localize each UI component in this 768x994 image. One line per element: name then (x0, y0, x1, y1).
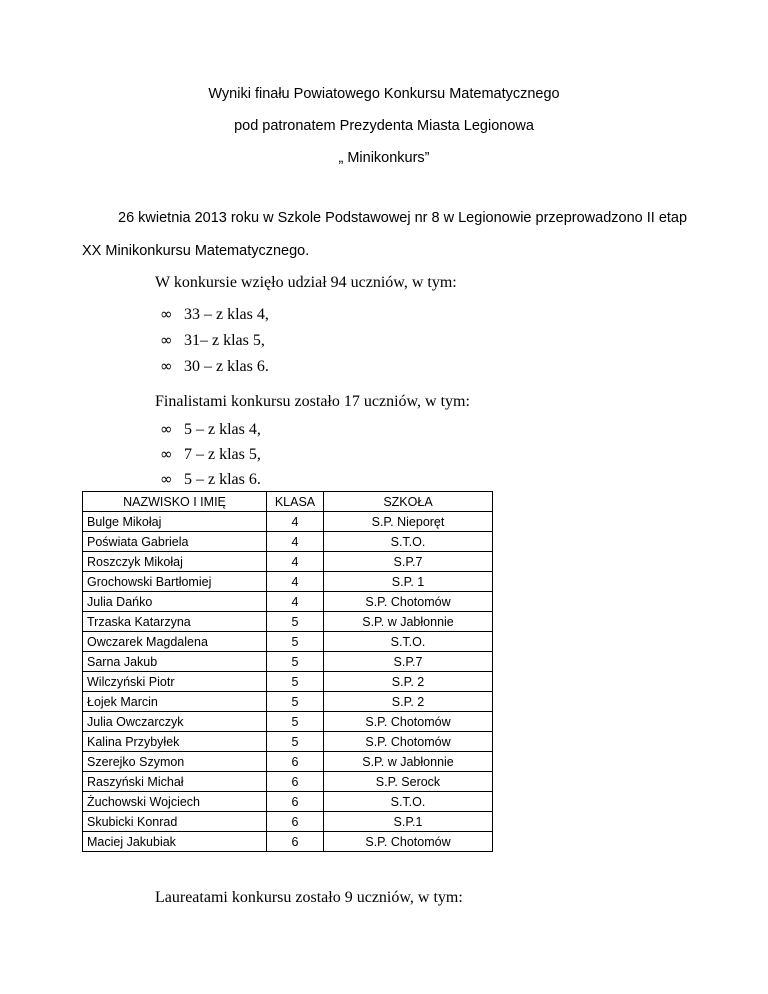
table-header-row (83, 492, 493, 512)
participants-item-text: 31– z klas 5, (184, 332, 265, 349)
column-header-school: SZKOŁA (324, 492, 493, 512)
intro-line-2: XX Minikonkursu Matematycznego. (82, 243, 310, 259)
cell-class: 6 (267, 832, 324, 852)
participants-item-text: 30 – z klas 6. (184, 358, 269, 375)
cell-name: Julia Dańko (83, 592, 267, 612)
cell-name: Roszczyk Mikołaj (83, 552, 267, 572)
cell-name: Skubicki Konrad (83, 812, 267, 832)
cell-class: 4 (267, 512, 324, 532)
finalists-heading: Finalistami konkursu zostało 17 uczniów, w tym: (155, 393, 470, 410)
finalists-item (160, 420, 261, 439)
table-row (83, 792, 493, 812)
table-row (83, 512, 493, 532)
cell-name: Bulge Mikołaj (83, 512, 267, 532)
cell-school: S.P. 2 (324, 672, 493, 692)
cell-name: Trzaska Katarzyna (83, 612, 267, 632)
cell-class: 5 (267, 712, 324, 732)
table-row (83, 532, 493, 552)
participants-item-text: 33 – z klas 4, (184, 306, 269, 323)
cell-name: Sarna Jakub (83, 652, 267, 672)
cell-school: S.P.7 (324, 552, 493, 572)
table-row (83, 732, 493, 752)
finalists-item-text: 7 – z klas 5, (184, 446, 261, 463)
cell-class: 4 (267, 592, 324, 612)
finalists-item-text: 5 – z klas 4, (184, 421, 261, 438)
cell-name: Wilczyński Piotr (83, 672, 267, 692)
cell-school: S.P. Serock (324, 772, 493, 792)
cell-name: Owczarek Magdalena (83, 632, 267, 652)
table-row (83, 652, 493, 672)
cell-school: S.P. w Jabłonnie (324, 752, 493, 772)
table-row (83, 832, 493, 852)
table-row (83, 752, 493, 772)
finalists-item-text: 5 – z klas 6. (184, 471, 261, 488)
cell-class: 5 (267, 732, 324, 752)
cell-school: S.P. Nieporęt (324, 512, 493, 532)
cell-class: 4 (267, 532, 324, 552)
cell-class: 5 (267, 692, 324, 712)
finalists-item (160, 445, 261, 464)
cell-name: Grochowski Bartłomiej (83, 572, 267, 592)
cell-school: S.P. Chotomów (324, 712, 493, 732)
cell-class: 4 (267, 572, 324, 592)
table-row (83, 692, 493, 712)
table-row (83, 552, 493, 572)
cell-name: Julia Owczarczyk (83, 712, 267, 732)
cell-class: 6 (267, 752, 324, 772)
column-header-class: KLASA (267, 492, 324, 512)
cell-class: 6 (267, 772, 324, 792)
table-row (83, 572, 493, 592)
cell-name: Żuchowski Wojciech (83, 792, 267, 812)
table-body (83, 512, 493, 852)
cell-class: 6 (267, 792, 324, 812)
contest-name: „ Minikonkurs” (338, 150, 430, 166)
cell-school: S.T.O. (324, 532, 493, 552)
cell-class: 5 (267, 672, 324, 692)
column-header-name: NAZWISKO I IMIĘ (83, 492, 267, 512)
cell-school: S.P. Chotomów (324, 832, 493, 852)
cell-class: 4 (267, 552, 324, 572)
cell-school: S.P.7 (324, 652, 493, 672)
infinity-bullet-icon: ∞ (160, 331, 173, 349)
cell-class: 6 (267, 812, 324, 832)
infinity-bullet-icon: ∞ (160, 420, 173, 438)
cell-name: Raszyński Michał (83, 772, 267, 792)
participants-heading: W konkursie wzięło udział 94 uczniów, w tym: (155, 274, 457, 291)
cell-class: 5 (267, 632, 324, 652)
participants-item (160, 331, 265, 350)
infinity-bullet-icon: ∞ (160, 357, 173, 375)
participants-item (160, 305, 269, 324)
cell-name: Kalina Przybyłek (83, 732, 267, 752)
intro-line-1: 26 kwietnia 2013 roku w Szkole Podstawowej nr 8 w Legionowie przeprowadzono II etap (118, 210, 688, 226)
document-title: Wyniki finału Powiatowego Konkursu Matematycznego (208, 86, 560, 102)
cell-class: 5 (267, 612, 324, 632)
table-row (83, 712, 493, 732)
table-row (83, 612, 493, 632)
finalists-table (82, 491, 493, 852)
table-row (83, 812, 493, 832)
finalists-item (160, 470, 261, 489)
cell-school: S.P. 2 (324, 692, 493, 712)
cell-name: Poświata Gabriela (83, 532, 267, 552)
cell-name: Maciej Jakubiak (83, 832, 267, 852)
infinity-bullet-icon: ∞ (160, 470, 173, 488)
table-row (83, 632, 493, 652)
laureates-heading: Laureatami konkursu zostało 9 uczniów, w tym: (155, 889, 463, 906)
cell-name: Szerejko Szymon (83, 752, 267, 772)
cell-school: S.P. w Jabłonnie (324, 612, 493, 632)
document-subtitle: pod patronatem Prezydenta Miasta Legionowa (234, 118, 534, 134)
table-row (83, 772, 493, 792)
table-row (83, 592, 493, 612)
cell-school: S.P. Chotomów (324, 732, 493, 752)
cell-school: S.P. 1 (324, 572, 493, 592)
cell-class: 5 (267, 652, 324, 672)
infinity-bullet-icon: ∞ (160, 445, 173, 463)
participants-item (160, 357, 269, 376)
infinity-bullet-icon: ∞ (160, 305, 173, 323)
cell-school: S.P. Chotomów (324, 592, 493, 612)
cell-name: Łojek Marcin (83, 692, 267, 712)
table-row (83, 672, 493, 692)
cell-school: S.T.O. (324, 792, 493, 812)
cell-school: S.T.O. (324, 632, 493, 652)
cell-school: S.P.1 (324, 812, 493, 832)
